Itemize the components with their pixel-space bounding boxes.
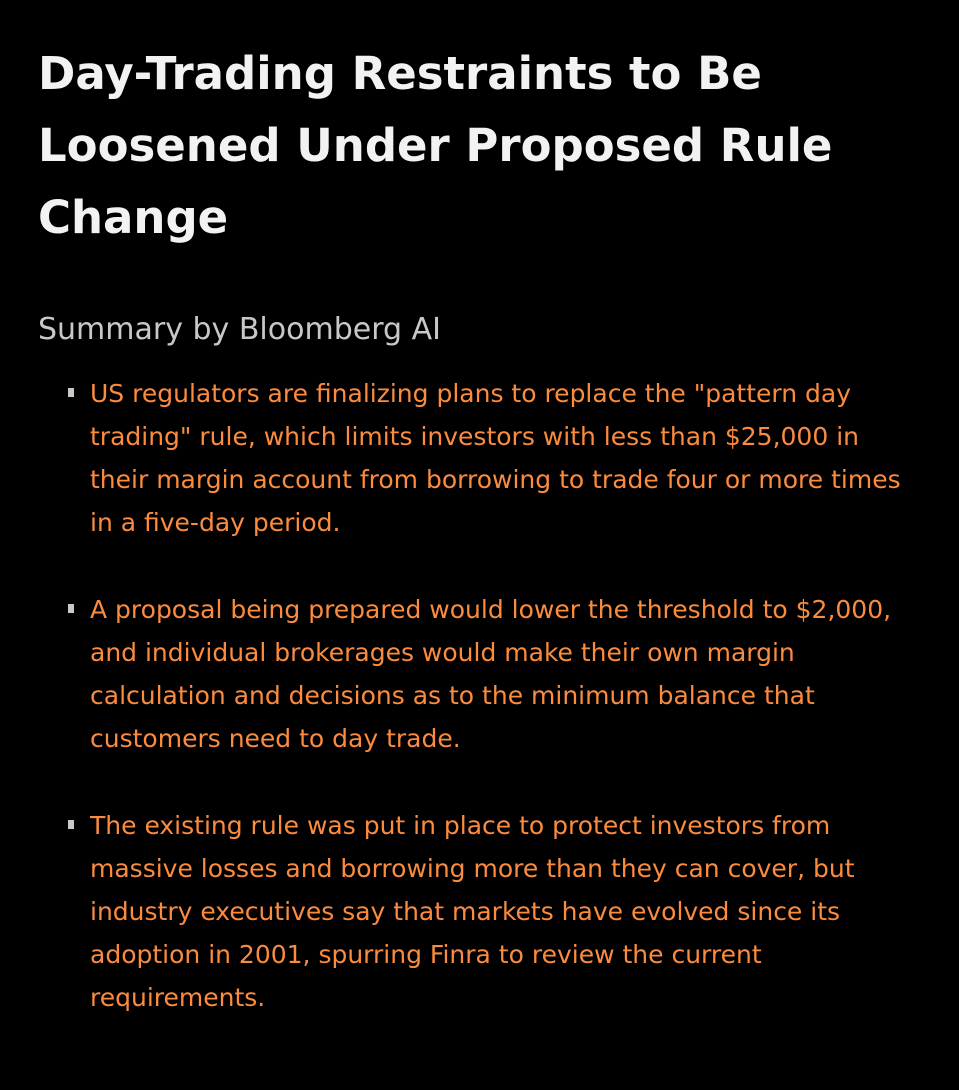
summary-bullet-text: The existing rule was put in place to protect investors from massive losses and borrowing more than they can cover, but industry executives say that markets have evolved since its adoption in 2001, spurring Finra to review the current requirements. <box>90 811 855 1012</box>
summary-bullet-text: US regulators are finalizing plans to replace the "pattern day trading" rule, which limits investors with less than $25,000 in their margin account from borrowing to trade four or more times in a five-day period. <box>90 379 901 537</box>
bullet-marker-icon <box>68 820 74 829</box>
summary-bullet-text: A proposal being prepared would lower the threshold to $2,000, and individual brokerages would make their own margin calculation and decisions as to the minimum balance that customers need to day trade. <box>90 595 892 753</box>
article-headline: Day-Trading Restraints to Be Loosened Under Proposed Rule Change <box>38 47 833 244</box>
summary-bullet <box>38 804 918 1019</box>
bullet-marker-icon <box>68 388 74 397</box>
summary-bullet <box>38 372 918 544</box>
article-container <box>38 38 918 1019</box>
bullet-marker-icon <box>68 604 74 613</box>
summary-label: Summary by Bloomberg AI <box>38 312 441 347</box>
summary-bullet-list <box>38 372 918 1019</box>
summary-bullet <box>38 588 918 760</box>
